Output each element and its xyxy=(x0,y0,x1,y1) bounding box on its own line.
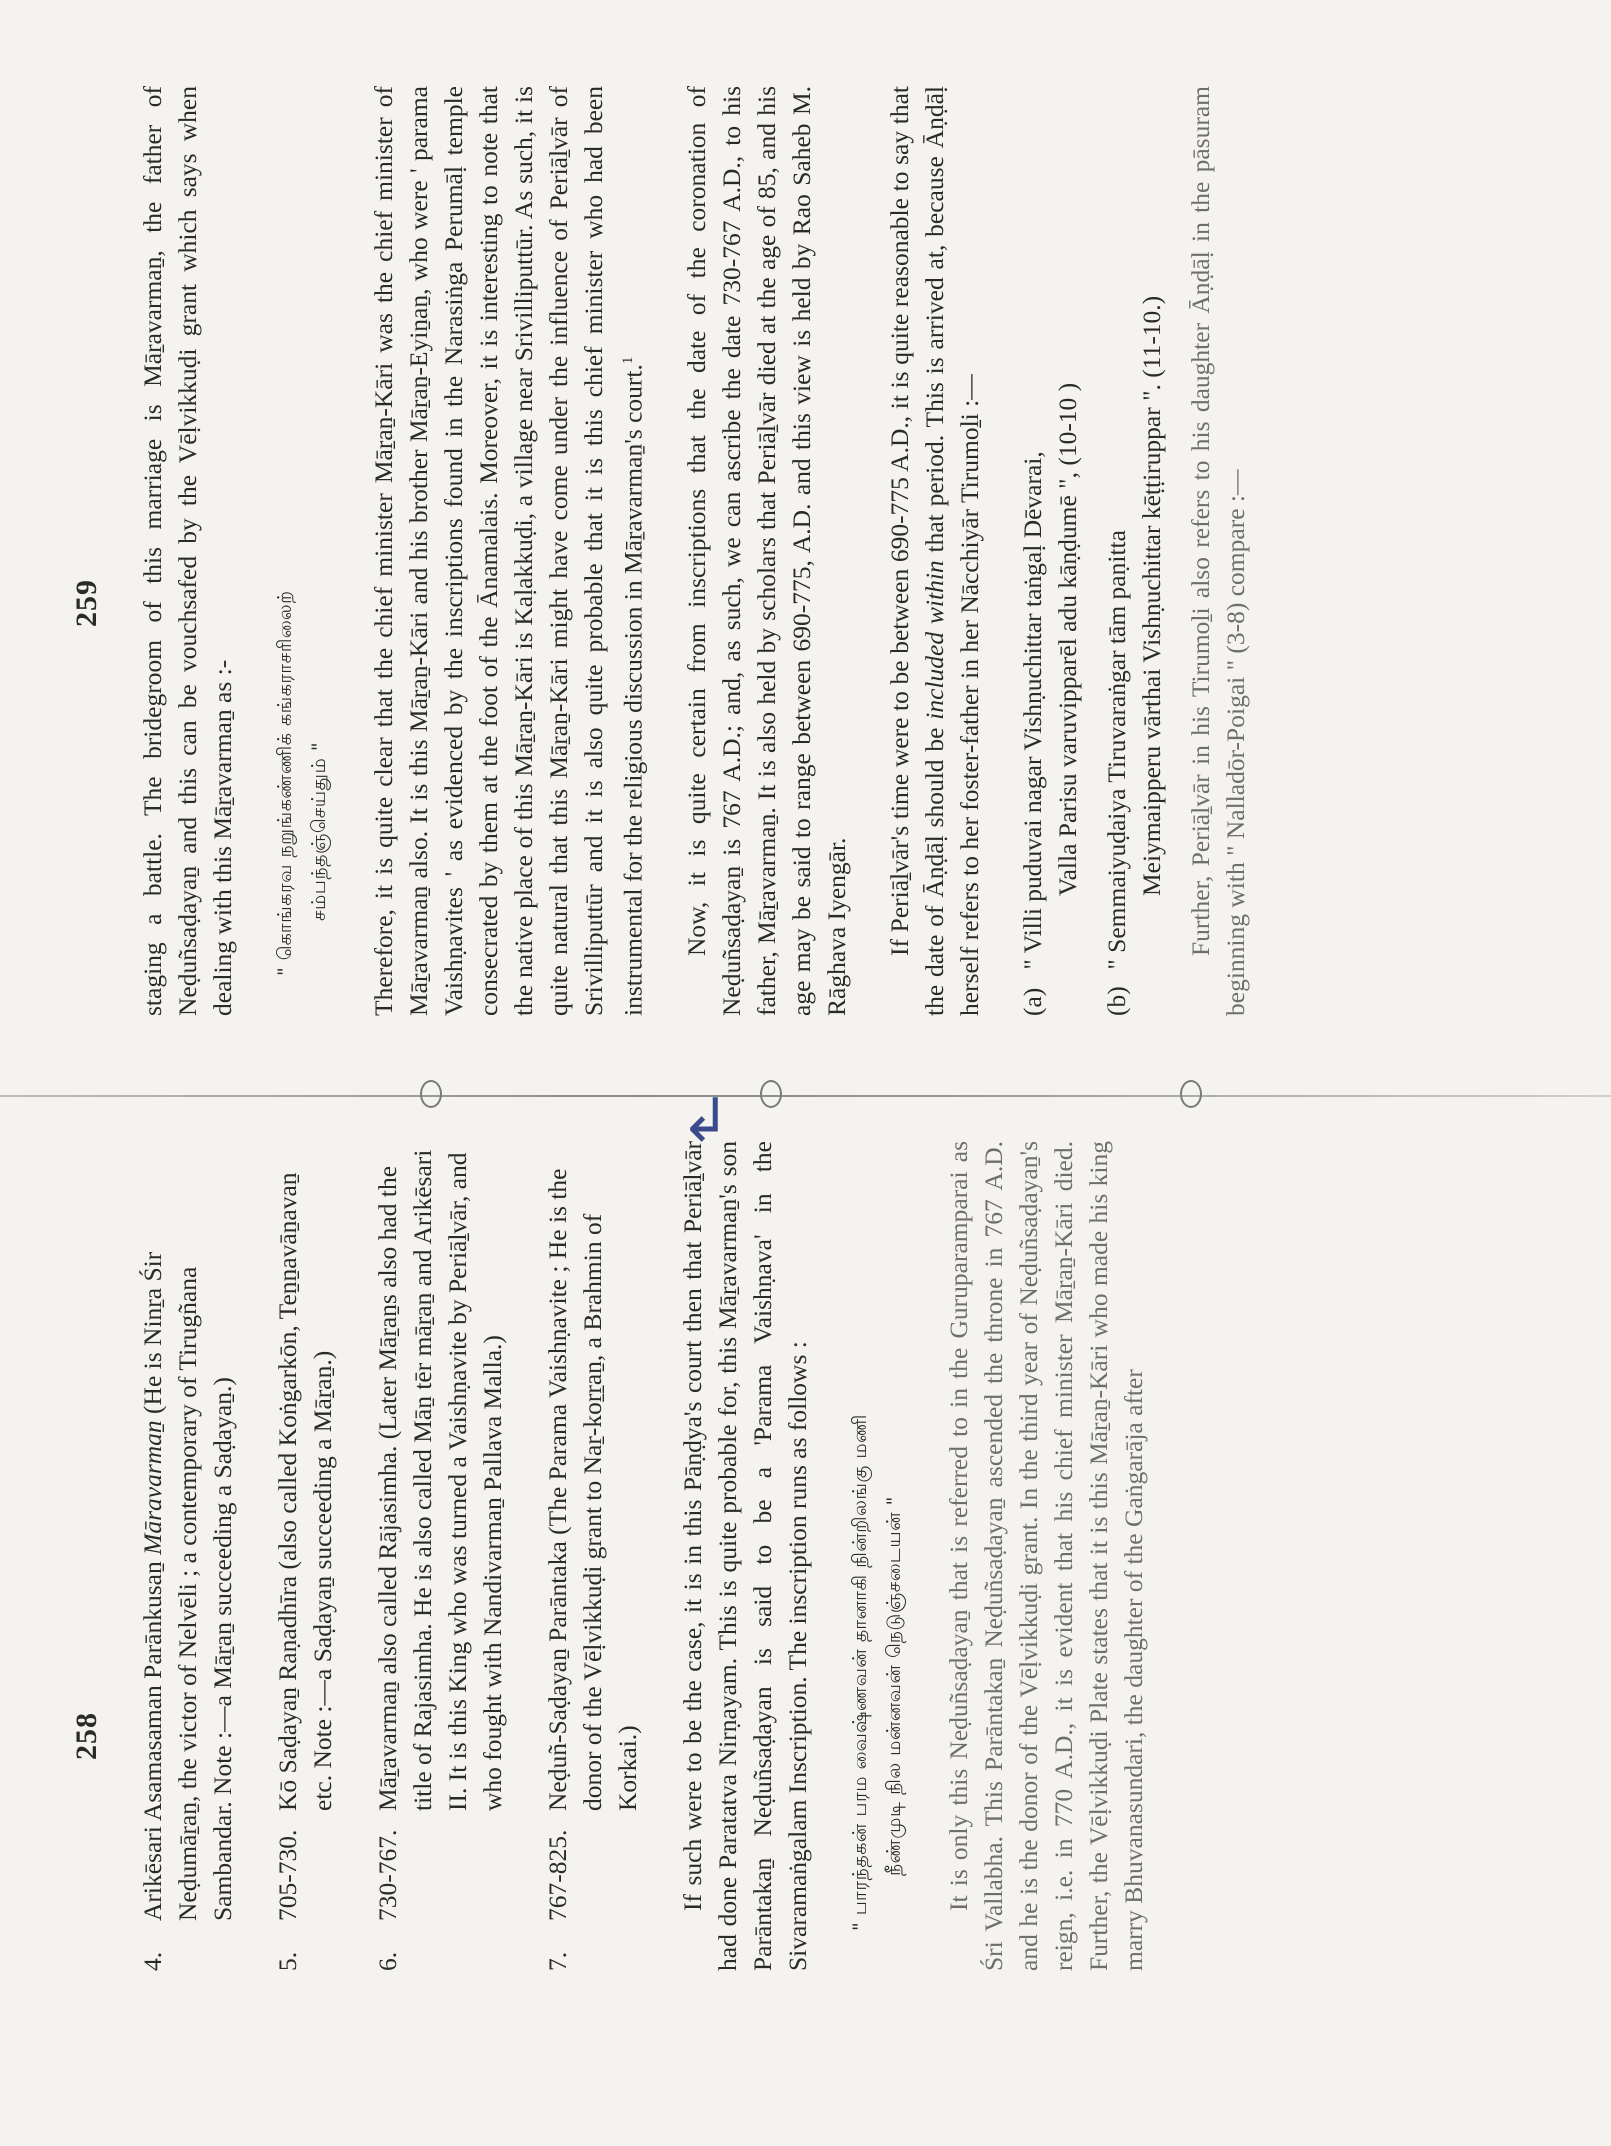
tamil-line: சம்பந்தஞ்செய்தும் " xyxy=(308,741,330,921)
entry-italic: Māravarmaṉ xyxy=(138,1420,167,1555)
entry-date: 705-730. xyxy=(273,1829,302,1921)
paragraph-text: If Periāḻvār's time were to be between 690-775 A.D., it is quite reasonable to say that the date of Āṇḍāḷ should be xyxy=(884,86,949,1016)
list-item xyxy=(540,1141,645,1971)
list-item xyxy=(370,1141,510,1971)
page-number: 259 xyxy=(70,579,103,627)
paragraph: It is only this Neḍuñsaḍayaṉ that is referred to in the Guruparamparai as Śri Vallabha. This Parāntakaṉ Neḍuñsaḍayaṉ ascended the throne in 767 A.D. and he is the donor of the Vēḷvikkuḍi grant. In the third year of Neḍuñsaḍayaṉ's reign, i.e. in 770 A.D., it is evident that his chief minister Māṟaṉ-Kāri died. Further, the Vēḷvikkuḍi Plate states that it is this Māṟaṉ-Kāri who made his king marry Bhuvanasundari, the daughter of the Gaṅgarāja after xyxy=(944,1141,1148,1971)
paragraph: staging a battle. The bridegroom of this marriage is Māṟavarmaṉ, the father of Neḍuñsaḍayaṉ and this can be vouchsafed by the Vēḷvikkuḍi grant which says when dealing with this Māṟavarmaṉ as :- xyxy=(138,86,237,1016)
footnote-mark: 1 xyxy=(620,356,636,365)
entry-text: Māṟavarmaṉ also called Rājasimha. (Later Māṟaṉs also had the title of Rajasimha. He is also called Māṉ tēr māṟaṉ and Arikēsari II. It is this King who was turned a Vaishṇavite by Periāḻvār, and who fought with Nandivarmaṉ Pallava Malla.) xyxy=(373,1149,507,1811)
entry-number: 6. xyxy=(373,1951,402,1971)
verse-line: " Semmaiyuḍaiya Tiruvaraṅgar tām paṇitta xyxy=(1101,530,1131,970)
tamil-line: " கொங்கரவ நறுங்கண்ணிக் கங்கராசரிலைற் xyxy=(274,590,296,976)
list-item xyxy=(270,1141,340,1971)
tamil-quote xyxy=(843,1141,911,1971)
paragraph: Now, it is quite certain from inscriptions that the date of the coronation of Neḍuñsaḍayaṉ is 767 A.D.; and, as such, we can ascribe the date 730-767 A.D., to his father, Māṟavarmaṉ. It is also held by scholars that Periāḻvār died at the age of 85, and his age may be said to range between 690-775, A.D. and this view is held by Rao Saheb M. Rāghava Iyengār. xyxy=(681,86,851,1016)
paragraph xyxy=(882,86,987,1016)
tamil-line: " பாரந்தகன் பரம வைஷ்ணவன் தானாகி நின்றிலங்கு மணி xyxy=(849,1414,871,1931)
entry-text xyxy=(135,1141,240,1921)
entry-text: Kō Saḍayaṉ Raṇadhīra (also called Koṅgarkōn, Teṉṉavāṉavaṉ etc. Note :—a Saḍayaṉ succeeding a Māṟaṉ.) xyxy=(273,1172,337,1811)
entry-date: 730-767. xyxy=(373,1829,402,1921)
verse-line: Meiymaipperu vārthai Vishṇuchittar kēṭṭiruppar ". (11-10.) xyxy=(1136,295,1166,896)
entry-date: 767-825. xyxy=(543,1829,572,1921)
tamil-quote xyxy=(268,86,336,1016)
entry-body: (He is Ninṟa Śir Neḍumāṟaṉ, the victor of Nelvēli ; a contemporary of Tirugñana Sambandar. Note :—a Māṟaṉ succeeding a Saḍayaṉ.) xyxy=(138,1251,237,1921)
entry-number: 5. xyxy=(273,1951,302,1971)
paragraph-italic: included within xyxy=(919,560,949,720)
entry-number: 7. xyxy=(543,1951,572,1971)
verse-label: (b) xyxy=(1101,986,1131,1016)
paragraph-text: that period. This is arrived at, because Āṇḍāḷ herself refers to her foster-father in her Nācchiyār Tirumoḻi :— xyxy=(919,86,984,1016)
verse-quote xyxy=(1015,86,1085,1016)
tamil-line: நீண்முடி நில மன்னவன் நெடுஞ்சடையன் " xyxy=(883,1496,905,1876)
entry-text: Neḍuñ-Saḍayaṉ Parāntaka (The Parama Vaishṇavite ; He is the donor of the Vēḷvikkuḍi grant to Naṟ-koṟṟaṉ, a Brahmin of Korkai.) xyxy=(543,1168,642,1811)
left-page xyxy=(0,1086,1611,2146)
page-number: 258 xyxy=(70,1712,103,1760)
list-item xyxy=(135,1141,240,1971)
verse-quote xyxy=(1099,86,1169,1016)
verse-line: Valla Parisu varuvipparēl adu kāṇḍumē ", (10-10 ) xyxy=(1052,382,1082,896)
paragraph-text: Therefore, it is quite clear that the chief minister Māṟaṉ-Kāri was the chief minister of Māṟavarmaṉ also. It is this Māṟaṉ-Kāri and his brother Māṟaṉ-Eyiṉaṉ, who were ' parama Vaishṇavites ' as evidenced by the inscriptions found in the Narasiṅga Perumāḷ temple consecrated by them at the foot of the Ānamalais. Moreover, it is interesting to note that the native place of this Māṟaṉ-Kāri is Kaḷakkuḍi, a village near Srivilliputtūr. As such, it is quite natural that this Māṟaṉ-Kāri might have come under the influence of Periāḻvār of Srivilliputtūr and it is also quite probable that it is this chief minister who had been instrumental for the religious discussion in Māṟavarmaṉ's court. xyxy=(369,86,648,1016)
verse-line: " Villi puduvai nagar Vishṇuchittar taṅgaḷ Dēvarai, xyxy=(1017,451,1047,970)
entry-lead: Arikēsari Asamasaman Parānkusaṉ xyxy=(138,1554,167,1921)
paragraph xyxy=(366,86,651,1016)
pen-mark-icon: ↲ xyxy=(679,1085,731,1156)
fold-line xyxy=(0,1095,1611,1097)
entry-number: 4. xyxy=(138,1951,167,1971)
paragraph: If such were to be the case, it is in this Pāṇḍya's court then that Periāḻvār had done Paratatva Nirṇayam. This is quite probable for, this Māṟavarmaṉ's son Parāntakaṉ Neḍuñsaḍayan is said to be a 'Parama Vaishṇava' in the Sivaramaṅgalam Inscription. The inscription runs as follows : xyxy=(678,1141,812,1971)
verse-label: (a) xyxy=(1017,987,1047,1016)
left-page-text xyxy=(135,1141,1179,1971)
paragraph: Further, Periāḻvār in his Tirumoḻi also refers to his daughter Āṇḍāḷ in the pāsuram beginning with " Nalladōr-Poigai " (3-8) compare :— xyxy=(1185,86,1250,1016)
right-page-text xyxy=(135,86,1281,1016)
